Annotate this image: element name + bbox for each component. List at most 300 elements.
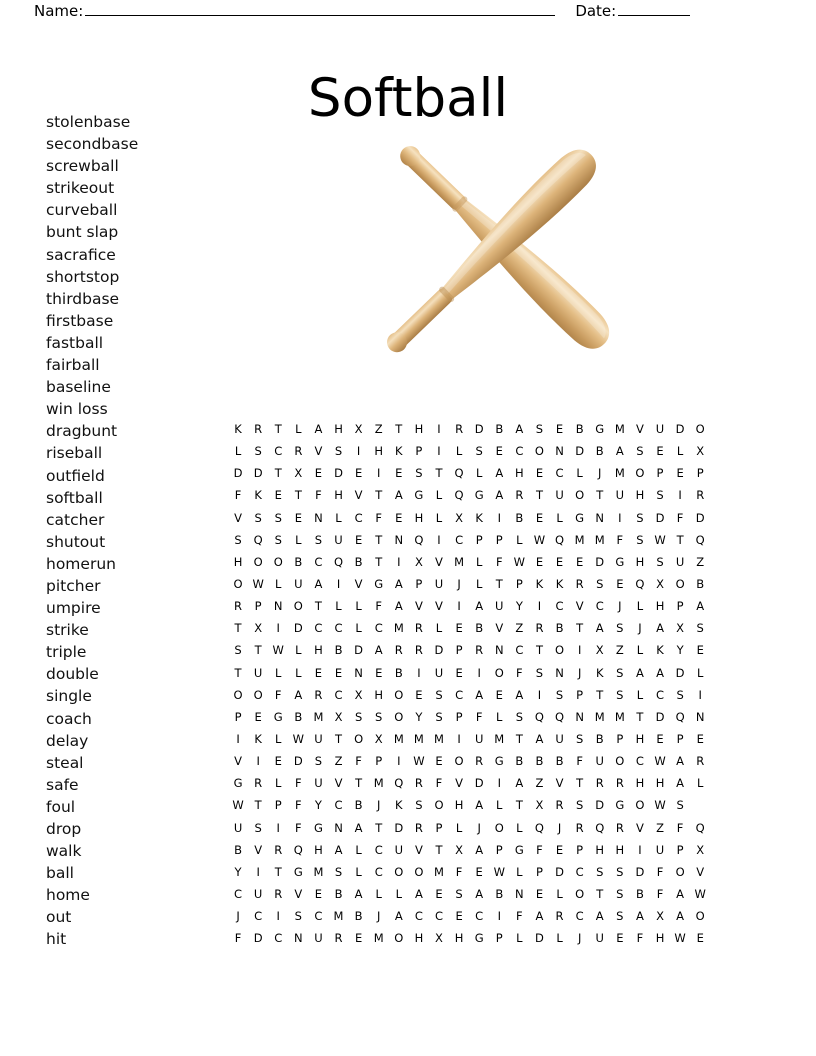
grid-cell[interactable]: Z — [656, 820, 664, 835]
grid-cell[interactable]: D — [434, 643, 444, 658]
grid-cell[interactable]: A — [656, 621, 664, 636]
grid-cell[interactable]: M — [454, 554, 465, 569]
grid-cell[interactable]: P — [415, 444, 423, 459]
grid-cell[interactable]: W — [232, 798, 244, 813]
grid-cell[interactable]: A — [354, 820, 363, 835]
grid-cell[interactable]: W — [292, 731, 305, 746]
grid-cell[interactable]: B — [595, 731, 604, 746]
grid-cell[interactable]: U — [434, 576, 444, 591]
grid-cell[interactable]: S — [234, 532, 242, 547]
grid-cell[interactable]: M — [313, 709, 324, 724]
grid-cell[interactable]: A — [314, 422, 323, 436]
grid-cell[interactable] — [710, 639, 730, 661]
grid-cell[interactable]: O — [414, 864, 424, 879]
grid-cell[interactable]: T — [254, 643, 262, 658]
grid-cell[interactable]: N — [394, 532, 404, 547]
grid-cell[interactable]: V — [495, 621, 504, 636]
grid-cell[interactable] — [710, 706, 730, 728]
grid-cell[interactable] — [750, 883, 770, 905]
grid-cell[interactable]: C — [314, 909, 323, 924]
grid-cell[interactable]: O — [635, 466, 645, 481]
grid-cell[interactable]: A — [475, 687, 484, 702]
grid-cell[interactable]: H — [515, 466, 524, 481]
grid-cell[interactable]: N — [273, 599, 283, 614]
grid-cell[interactable]: V — [254, 842, 263, 857]
grid-cell[interactable]: Q — [333, 554, 344, 569]
grid-cell[interactable]: L — [295, 422, 302, 436]
grid-cell[interactable]: A — [374, 643, 383, 658]
grid-cell[interactable]: N — [575, 709, 584, 724]
grid-cell[interactable]: O — [454, 754, 464, 769]
grid-cell[interactable]: R — [254, 422, 263, 436]
grid-cell[interactable]: W — [413, 754, 425, 769]
grid-cell[interactable]: H — [635, 554, 645, 569]
grid-cell[interactable]: U — [253, 665, 263, 680]
word-search-grid[interactable] — [228, 418, 771, 949]
grid-cell[interactable]: G — [374, 576, 384, 591]
grid-cell[interactable]: R — [615, 776, 624, 791]
grid-cell[interactable]: V — [234, 754, 242, 769]
grid-cell[interactable]: O — [534, 444, 544, 459]
grid-cell[interactable]: L — [496, 798, 503, 813]
grid-cell[interactable]: C — [555, 599, 564, 614]
grid-cell[interactable]: U — [314, 731, 323, 746]
grid-cell[interactable]: O — [555, 643, 565, 658]
grid-cell[interactable]: A — [495, 488, 504, 503]
grid-cell[interactable]: Q — [534, 709, 544, 724]
grid-cell[interactable]: V — [414, 842, 423, 857]
grid-cell[interactable]: O — [253, 554, 263, 569]
grid-cell[interactable]: E — [576, 554, 584, 569]
grid-cell[interactable]: P — [455, 643, 463, 658]
grid-cell[interactable]: E — [274, 754, 282, 769]
grid-cell[interactable]: L — [496, 709, 503, 724]
grid-cell[interactable]: E — [535, 886, 544, 901]
grid-cell[interactable] — [730, 839, 750, 861]
grid-cell[interactable]: E — [555, 554, 564, 569]
grid-cell[interactable]: M — [494, 731, 505, 746]
grid-cell[interactable] — [710, 861, 730, 883]
grid-cell[interactable]: P — [676, 842, 684, 857]
grid-cell[interactable]: C — [414, 909, 423, 924]
grid-cell[interactable]: N — [494, 643, 504, 658]
grid-cell[interactable] — [710, 484, 730, 506]
grid-cell[interactable]: L — [275, 731, 282, 746]
grid-cell[interactable]: U — [253, 886, 263, 901]
grid-cell[interactable]: E — [555, 842, 564, 857]
grid-cell[interactable]: P — [254, 599, 262, 614]
grid-cell[interactable]: S — [535, 422, 544, 436]
grid-cell[interactable]: A — [535, 909, 544, 924]
grid-cell[interactable]: I — [256, 864, 260, 879]
grid-cell[interactable]: O — [675, 864, 685, 879]
grid-cell[interactable]: K — [475, 510, 483, 525]
grid-cell[interactable]: O — [253, 687, 263, 702]
grid-cell[interactable]: I — [356, 444, 361, 459]
grid-cell[interactable]: G — [233, 776, 243, 791]
grid-cell[interactable]: L — [455, 820, 463, 835]
grid-cell[interactable]: G — [575, 510, 585, 525]
grid-cell[interactable]: V — [555, 776, 564, 791]
grid-cell[interactable] — [730, 440, 750, 462]
grid-cell[interactable]: Q — [635, 576, 645, 591]
grid-cell[interactable]: S — [274, 532, 282, 547]
grid-cell[interactable]: H — [414, 422, 424, 436]
grid-cell[interactable]: R — [414, 776, 423, 791]
grid-cell[interactable]: B — [495, 422, 504, 436]
grid-cell[interactable]: O — [394, 864, 404, 879]
grid-cell[interactable]: R — [696, 488, 705, 503]
grid-cell[interactable]: P — [415, 576, 423, 591]
grid-cell[interactable]: C — [455, 532, 464, 547]
grid-cell[interactable]: P — [676, 599, 684, 614]
grid-cell[interactable]: A — [394, 488, 403, 503]
grid-cell[interactable]: H — [454, 798, 464, 813]
grid-cell[interactable]: F — [536, 842, 543, 857]
grid-cell[interactable]: U — [615, 488, 625, 503]
grid-cell[interactable]: T — [375, 488, 383, 503]
grid-cell[interactable]: V — [354, 576, 363, 591]
grid-cell[interactable]: I — [276, 820, 280, 835]
grid-cell[interactable]: G — [313, 820, 323, 835]
grid-cell[interactable]: R — [294, 444, 303, 459]
grid-cell[interactable]: P — [475, 532, 483, 547]
grid-cell[interactable]: D — [635, 864, 645, 879]
grid-cell[interactable]: N — [294, 931, 303, 946]
grid-cell[interactable]: B — [635, 886, 644, 901]
grid-cell[interactable]: O — [233, 687, 243, 702]
grid-cell[interactable]: A — [294, 687, 303, 702]
grid-cell[interactable] — [750, 728, 770, 750]
grid-cell[interactable]: R — [475, 643, 484, 658]
grid-cell[interactable]: T — [596, 886, 604, 901]
grid-cell[interactable]: C — [254, 909, 263, 924]
grid-cell[interactable]: G — [474, 931, 484, 946]
grid-cell[interactable]: X — [696, 842, 705, 857]
grid-cell[interactable] — [710, 573, 730, 595]
grid-cell[interactable]: V — [696, 864, 705, 879]
grid-cell[interactable]: L — [475, 466, 483, 481]
grid-cell[interactable]: A — [354, 886, 363, 901]
grid-cell[interactable]: X — [354, 687, 363, 702]
grid-cell[interactable]: C — [334, 687, 343, 702]
grid-cell[interactable] — [730, 462, 750, 484]
grid-cell[interactable]: L — [335, 510, 342, 525]
grid-cell[interactable]: L — [516, 820, 523, 835]
grid-cell[interactable]: L — [636, 643, 644, 658]
grid-cell[interactable]: D — [595, 554, 605, 569]
grid-cell[interactable]: E — [354, 931, 363, 946]
grid-cell[interactable]: E — [314, 466, 323, 481]
grid-cell[interactable] — [750, 529, 770, 551]
grid-cell[interactable]: K — [656, 643, 664, 658]
grid-cell[interactable]: Q — [454, 466, 464, 481]
grid-cell[interactable]: S — [435, 709, 443, 724]
grid-cell[interactable]: E — [676, 466, 684, 481]
grid-cell[interactable]: X — [656, 576, 664, 591]
grid-cell[interactable]: N — [314, 510, 323, 525]
grid-cell[interactable]: H — [414, 510, 424, 525]
grid-cell[interactable]: M — [614, 422, 625, 436]
grid-cell[interactable]: H — [334, 488, 343, 503]
grid-cell[interactable]: A — [515, 422, 524, 436]
grid-cell[interactable]: C — [575, 864, 584, 879]
grid-cell[interactable]: U — [555, 488, 564, 503]
grid-cell[interactable]: Z — [535, 776, 544, 791]
grid-cell[interactable]: E — [495, 444, 503, 459]
grid-cell[interactable]: P — [274, 798, 282, 813]
grid-cell[interactable]: M — [574, 532, 585, 547]
grid-cell[interactable] — [710, 529, 730, 551]
grid-cell[interactable]: T — [495, 576, 503, 591]
grid-cell[interactable]: C — [314, 621, 323, 636]
grid-cell[interactable] — [750, 706, 770, 728]
grid-cell[interactable]: D — [535, 931, 544, 946]
grid-cell[interactable]: E — [254, 709, 262, 724]
name-write-line[interactable] — [85, 3, 555, 16]
grid-cell[interactable]: U — [314, 931, 323, 946]
grid-cell[interactable]: L — [275, 776, 282, 791]
grid-cell[interactable]: O — [394, 687, 404, 702]
grid-cell[interactable]: B — [515, 754, 524, 769]
grid-cell[interactable]: H — [414, 931, 424, 946]
grid-cell[interactable]: G — [494, 754, 504, 769]
grid-cell[interactable]: R — [254, 776, 263, 791]
grid-cell[interactable]: R — [515, 488, 524, 503]
grid-cell[interactable]: N — [354, 665, 363, 680]
grid-cell[interactable]: C — [475, 909, 484, 924]
grid-cell[interactable]: I — [638, 842, 642, 857]
grid-cell[interactable]: X — [455, 510, 464, 525]
grid-cell[interactable]: H — [334, 422, 343, 436]
grid-cell[interactable]: J — [377, 798, 381, 813]
grid-cell[interactable]: E — [375, 665, 383, 680]
grid-cell[interactable]: K — [254, 488, 262, 503]
grid-cell[interactable]: H — [233, 554, 243, 569]
grid-cell[interactable]: E — [334, 665, 343, 680]
grid-cell[interactable]: A — [635, 665, 644, 680]
grid-cell[interactable]: Z — [696, 554, 705, 569]
grid-cell[interactable]: V — [635, 820, 644, 835]
grid-cell[interactable]: S — [616, 621, 624, 636]
grid-cell[interactable]: T — [254, 798, 262, 813]
grid-cell[interactable]: Z — [334, 754, 343, 769]
grid-cell[interactable]: Q — [454, 488, 464, 503]
grid-cell[interactable]: U — [595, 754, 604, 769]
grid-cell[interactable]: D — [474, 776, 484, 791]
grid-cell[interactable]: X — [535, 798, 544, 813]
grid-cell[interactable]: H — [314, 643, 323, 658]
grid-cell[interactable]: I — [417, 665, 421, 680]
grid-cell[interactable]: T — [274, 422, 282, 436]
grid-cell[interactable]: I — [537, 687, 542, 702]
grid-cell[interactable]: E — [616, 576, 624, 591]
grid-cell[interactable]: H — [615, 842, 625, 857]
grid-cell[interactable]: Z — [515, 621, 524, 636]
grid-cell[interactable]: U — [655, 422, 665, 436]
grid-cell[interactable]: C — [515, 643, 524, 658]
grid-cell[interactable]: O — [494, 665, 504, 680]
grid-cell[interactable]: L — [455, 444, 463, 459]
grid-cell[interactable]: E — [455, 909, 463, 924]
grid-cell[interactable]: L — [295, 643, 302, 658]
grid-cell[interactable] — [710, 728, 730, 750]
grid-cell[interactable]: S — [254, 444, 262, 459]
grid-cell[interactable] — [750, 861, 770, 883]
grid-cell[interactable]: I — [477, 665, 481, 680]
grid-cell[interactable]: W — [694, 886, 706, 901]
grid-cell[interactable]: D — [595, 798, 605, 813]
grid-cell[interactable]: K — [555, 576, 564, 591]
grid-cell[interactable]: O — [675, 576, 685, 591]
grid-cell[interactable]: L — [375, 886, 382, 901]
grid-cell[interactable]: L — [295, 665, 302, 680]
grid-cell[interactable]: D — [334, 466, 343, 481]
grid-cell[interactable] — [730, 905, 750, 927]
grid-cell[interactable]: S — [575, 731, 584, 746]
grid-cell[interactable]: D — [655, 510, 665, 525]
grid-cell[interactable]: L — [435, 510, 443, 525]
grid-cell[interactable]: J — [457, 576, 461, 591]
grid-cell[interactable] — [750, 905, 770, 927]
grid-cell[interactable]: J — [477, 820, 481, 835]
grid-cell[interactable]: R — [314, 687, 323, 702]
grid-cell[interactable]: I — [678, 488, 682, 503]
grid-cell[interactable] — [730, 507, 750, 529]
grid-cell[interactable]: O — [354, 731, 364, 746]
grid-cell[interactable]: L — [556, 510, 563, 525]
grid-cell[interactable]: A — [394, 576, 403, 591]
grid-cell[interactable]: G — [414, 488, 424, 503]
grid-cell[interactable] — [730, 617, 750, 639]
grid-cell[interactable]: T — [676, 532, 684, 547]
grid-cell[interactable]: A — [595, 621, 604, 636]
grid-cell[interactable]: C — [656, 687, 665, 702]
grid-cell[interactable]: P — [495, 532, 503, 547]
grid-cell[interactable]: B — [696, 576, 705, 591]
grid-cell[interactable]: S — [475, 444, 483, 459]
grid-cell[interactable]: I — [457, 731, 461, 746]
grid-cell[interactable]: E — [415, 687, 423, 702]
grid-cell[interactable]: G — [615, 554, 625, 569]
grid-cell[interactable]: O — [615, 754, 625, 769]
grid-cell[interactable]: W — [252, 576, 264, 591]
grid-cell[interactable] — [750, 817, 770, 839]
grid-cell[interactable]: I — [698, 687, 702, 702]
grid-cell[interactable]: A — [515, 687, 524, 702]
grid-cell[interactable]: E — [656, 731, 664, 746]
grid-cell[interactable]: A — [595, 909, 604, 924]
grid-cell[interactable] — [730, 529, 750, 551]
grid-cell[interactable]: H — [655, 776, 665, 791]
grid-cell[interactable]: R — [414, 820, 423, 835]
grid-cell[interactable]: L — [395, 886, 402, 901]
grid-cell[interactable]: A — [475, 842, 484, 857]
grid-cell[interactable]: O — [695, 422, 705, 436]
grid-cell[interactable]: H — [454, 931, 464, 946]
grid-cell[interactable]: T — [636, 709, 644, 724]
grid-cell[interactable]: I — [618, 510, 622, 525]
grid-cell[interactable]: S — [656, 488, 664, 503]
grid-cell[interactable]: C — [274, 444, 283, 459]
grid-cell[interactable]: J — [598, 466, 602, 481]
grid-cell[interactable]: S — [636, 532, 644, 547]
grid-cell[interactable]: F — [455, 864, 463, 879]
grid-cell[interactable]: U — [334, 532, 343, 547]
grid-cell[interactable]: X — [374, 731, 383, 746]
grid-cell[interactable]: C — [374, 864, 383, 879]
grid-cell[interactable]: S — [535, 665, 544, 680]
grid-cell[interactable]: H — [595, 842, 605, 857]
grid-cell[interactable]: S — [354, 709, 363, 724]
grid-cell[interactable]: O — [394, 709, 404, 724]
grid-cell[interactable]: S — [274, 510, 282, 525]
grid-cell[interactable]: L — [335, 599, 342, 614]
grid-cell[interactable]: I — [437, 444, 441, 459]
grid-cell[interactable]: F — [656, 864, 664, 879]
grid-cell[interactable]: E — [696, 731, 704, 746]
grid-cell[interactable]: V — [314, 444, 323, 459]
grid-cell[interactable]: I — [256, 754, 260, 769]
grid-cell[interactable]: N — [555, 444, 564, 459]
grid-cell[interactable]: M — [434, 864, 444, 879]
grid-cell[interactable]: B — [535, 754, 544, 769]
grid-cell[interactable]: I — [497, 510, 501, 525]
grid-cell[interactable]: X — [455, 842, 464, 857]
grid-cell[interactable]: B — [354, 909, 363, 924]
grid-cell[interactable]: P — [656, 466, 664, 481]
grid-cell[interactable]: O — [233, 576, 243, 591]
grid-cell[interactable]: C — [515, 444, 524, 459]
grid-cell[interactable]: R — [595, 776, 604, 791]
grid-cell[interactable]: A — [676, 776, 685, 791]
grid-cell[interactable] — [710, 772, 730, 794]
grid-cell[interactable]: M — [413, 731, 424, 746]
grid-cell[interactable]: O — [273, 554, 283, 569]
grid-cell[interactable]: S — [616, 886, 624, 901]
grid-cell[interactable]: Q — [414, 532, 424, 547]
grid-cell[interactable]: T — [435, 842, 443, 857]
grid-cell[interactable]: F — [274, 687, 282, 702]
grid-cell[interactable]: B — [354, 554, 363, 569]
grid-cell[interactable] — [730, 728, 750, 750]
grid-cell[interactable]: X — [435, 931, 443, 946]
grid-cell[interactable]: L — [275, 576, 282, 591]
grid-cell[interactable]: H — [314, 842, 323, 857]
grid-cell[interactable]: F — [656, 886, 664, 901]
grid-cell[interactable]: C — [274, 931, 283, 946]
grid-cell[interactable]: E — [435, 886, 443, 901]
grid-cell[interactable]: P — [455, 709, 463, 724]
grid-cell[interactable]: L — [435, 488, 443, 503]
grid-cell[interactable]: X — [354, 422, 363, 436]
grid-cell[interactable]: R — [334, 931, 343, 946]
grid-cell[interactable]: S — [334, 864, 343, 879]
grid-cell[interactable] — [730, 484, 750, 506]
grid-cell[interactable]: I — [276, 909, 280, 924]
grid-cell[interactable]: T — [535, 643, 543, 658]
grid-cell[interactable]: E — [535, 466, 544, 481]
grid-cell[interactable]: V — [435, 599, 443, 614]
grid-cell[interactable]: V — [575, 599, 584, 614]
grid-cell[interactable]: L — [475, 554, 483, 569]
grid-cell[interactable] — [750, 794, 770, 816]
grid-cell[interactable]: U — [314, 776, 323, 791]
grid-cell[interactable]: E — [354, 466, 363, 481]
grid-cell[interactable] — [750, 750, 770, 772]
grid-cell[interactable]: Q — [595, 820, 605, 835]
grid-cell[interactable]: A — [676, 754, 685, 769]
